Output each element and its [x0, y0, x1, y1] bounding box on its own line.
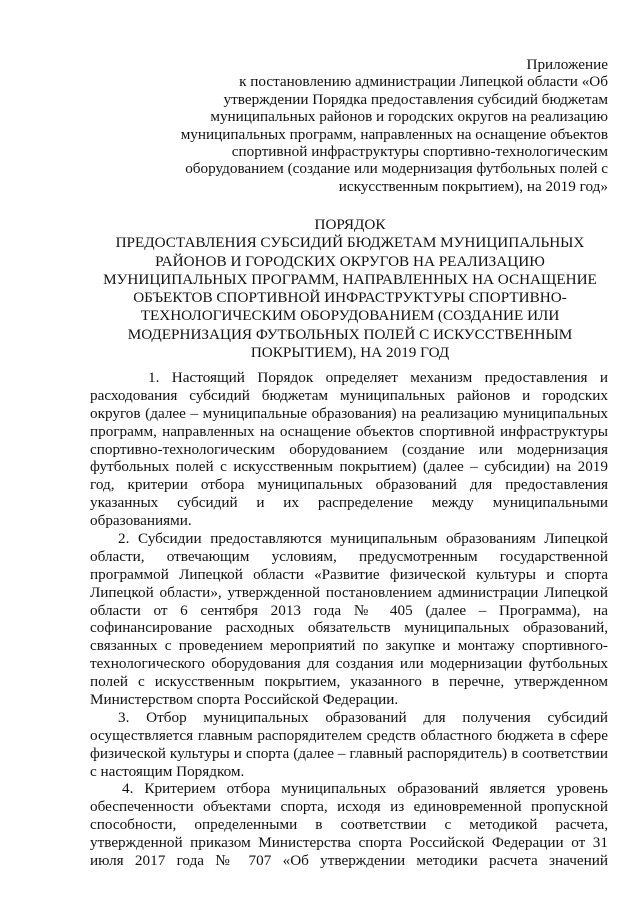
- paragraph-1-line: образованиями.: [90, 512, 192, 530]
- paragraph-2-line: 2. Субсидии предоставляются муниципальным образованиям Липецкой: [118, 530, 608, 548]
- title-line: РАЙОНОВ И ГОРОДСКИХ ОКРУГОВ НА РЕАЛИЗАЦИЮ: [155, 252, 545, 270]
- paragraph-1-line: футбольных полей с искусственным покрытием) (далее – субсидии) на 2019: [90, 458, 608, 476]
- title-line: ПОРЯДОК: [314, 216, 386, 233]
- paragraph-2-line: полей с искусственным покрытием, указанного в перечне, утвержденном: [90, 673, 608, 691]
- paragraph-1-line: спортивно-технологическим оборудованием (создание или модернизация: [90, 440, 608, 458]
- paragraph-1-line: расходования субсидий бюджетам муниципальных районов и городских: [90, 386, 608, 404]
- title-line: МОДЕРНИЗАЦИЯ ФУТБОЛЬНЫХ ПОЛЕЙ С ИСКУССТВЕННЫМ: [127, 325, 573, 343]
- appendix-line: муниципальных районов и городских округов на реализацию: [210, 108, 608, 126]
- appendix-line: к постановлению администрации Липецкой области «Об: [239, 73, 608, 91]
- paragraph-3-line: физической культуры и спорта (далее – главный распорядитель) в соответствии: [90, 744, 608, 762]
- document-body: [90, 369, 608, 870]
- paragraph-1-line: год, критерии отбора муниципальных образований для предоставления: [90, 476, 608, 494]
- appendix-line: спортивной инфраструктуры спортивно-технологическим: [231, 143, 608, 161]
- paragraph-1-line: округов (далее – муниципальные образования) на реализацию муниципальных: [90, 404, 608, 422]
- title-line: ПОКРЫТИЕМ), НА 2019 ГОД: [250, 344, 450, 362]
- paragraph-2-line: Липецкой области», утвержденной постановлением администрации Липецкой: [90, 583, 608, 601]
- paragraph-1-line: 1. Настоящий Порядок определяет механизм предоставления и: [148, 369, 608, 386]
- paragraph-1-line: программ, направленных на оснащение объектов спортивной инфраструктуры: [90, 422, 608, 440]
- appendix-line: утверждении Порядка предоставления субсидий бюджетам: [223, 90, 608, 108]
- paragraph-2-line: области от 6 сентября 2013 года № 405 (далее – Программа), на: [90, 601, 608, 619]
- paragraph-2-line: Министерством спорта Российской Федерации.: [90, 691, 399, 709]
- title-line: МУНИЦИПАЛЬНЫХ ПРОГРАММ, НАПРАВЛЕННЫХ НА ОСНАЩЕНИЕ: [103, 270, 597, 288]
- paragraph-2-line: связанных с проведением мероприятий по закупке и монтажу спортивного-: [90, 637, 608, 655]
- title-line: ТЕХНОЛОГИЧЕСКИМ ОБОРУДОВАНИЕМ (СОЗДАНИЕ ИЛИ: [140, 307, 560, 325]
- paragraph-4-line: обеспеченности объектами спорта, исходя из единовременной пропускной: [90, 798, 608, 816]
- paragraph-3-line: осуществляется главным распорядителем средств областного бюджета в сфере: [90, 726, 608, 744]
- paragraph-3-line: 3. Отбор муниципальных образований для получения субсидий: [118, 708, 608, 726]
- paragraph-4-line: июля 2017 года № 707 «Об утверждении методики расчета значений: [90, 852, 608, 870]
- appendix-line: Приложение: [526, 56, 608, 73]
- paragraph-2-line: области, отвечающим условиям, предусмотренным государственной: [90, 547, 608, 565]
- paragraph-4-line: утвержденной приказом Министерства спорта Российской Федерации от 31: [90, 834, 608, 852]
- paragraph-3-line: с настоящим Порядком.: [90, 762, 245, 780]
- document-title: [70, 216, 630, 362]
- title-line: ПРЕДОСТАВЛЕНИЯ СУБСИДИЙ БЮДЖЕТАМ МУНИЦИПАЛЬНЫХ: [115, 234, 585, 252]
- title-line: ОБЪЕКТОВ СПОРТИВНОЙ ИНФРАСТРУКТУРЫ СПОРТИВНО-: [133, 289, 567, 307]
- appendix-line: оборудованием (создание или модернизация футбольных полей с: [185, 160, 608, 178]
- appendix-line: муниципальных программ, направленных на оснащение объектов: [180, 125, 608, 143]
- paragraph-1-line: указанных субсидий и их распределение между муниципальными: [90, 494, 608, 512]
- appendix-line: искусственным покрытием), на 2019 год»: [338, 177, 608, 195]
- paragraph-2-line: софинансирование расходных обязательств муниципальных образований,: [90, 619, 608, 637]
- paragraph-4-line: 4. Критерием отбора муниципальных образований является уровень: [122, 780, 608, 798]
- paragraph-2-line: программой Липецкой области «Развитие физической культуры и спорта: [90, 565, 608, 583]
- paragraph-2-line: технологического оборудования для создания или модернизации футбольных: [90, 655, 608, 673]
- appendix-header: [138, 56, 608, 195]
- paragraph-4-line: способности, определенными в соответствии с методикой расчета,: [90, 816, 608, 834]
